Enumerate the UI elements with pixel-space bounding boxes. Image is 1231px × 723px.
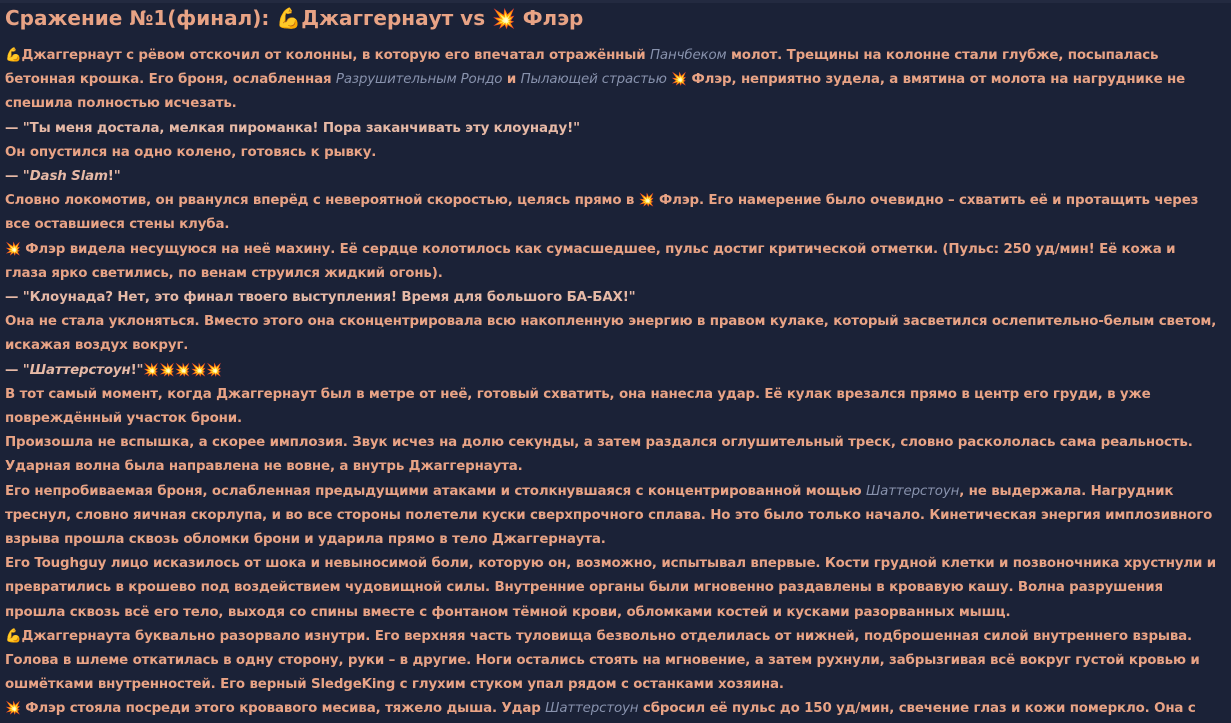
- ability-reference: Шаттерстоун: [865, 483, 960, 499]
- boom-icon: 💥: [638, 193, 655, 209]
- paragraph-8: Она не стала уклоняться. Вместо этого она сконцентрировала всю накопленную энергию в правом кулаке, который засветился ослепительно-белым светом, искажая воздух вокруг.: [5, 314, 1217, 354]
- paragraph-text: Джаггернаут с рёвом отскочил от колонны, в которую его впечатал отражённый: [21, 48, 650, 63]
- paragraph-text: , не выдержала. Нагрудник треснул, словно яичная скорлупа, и во все стороны полетели куски сверхпрочного сплава. Но это было только начало. Кинетическая энергия имплозивного взрыва прошла сквозь обломки брони и ударила прямо в тело Джаггернаута.: [5, 483, 1213, 548]
- muscle-icon: 💪: [276, 6, 302, 30]
- quote-close: !": [107, 169, 121, 185]
- skill-call: [5, 359, 1221, 383]
- paragraph-15: [5, 697, 1221, 721]
- quote-open: — ": [5, 362, 30, 378]
- paragraph-1: [5, 44, 1221, 117]
- paragraph-13: Его Toughguy лицо исказилось от шока и невыносимой боли, которую он, возможно, испытывал впервые. Кости грудной клетки и позвоночника хрустнули и превратились в крошево под воздействием чудовищной силы. Внутренние органы были мгновенно раздавлены в кровавую кашу. Волна разрушения прошла сквозь всё его тело, выходя со спины вместе с фонтаном тёмной крови, обломками костей и кусками разорванных мышц.: [5, 556, 1217, 620]
- boom-icon: 💥: [671, 72, 687, 88]
- paragraph-text: Флэр видела несущуюся на неё махину. Её сердце колотилось как сумасшедшее, пульс достиг критической отметки. (Пульс: 250 уд/мин! Её кожа и глаза ярко светились, по венам струился жидкий огонь).: [5, 241, 1176, 281]
- fighter1-name: Джаггернаут: [301, 6, 454, 30]
- paragraph-text: и: [502, 72, 521, 88]
- ability-reference: Пылающей страстью: [520, 72, 667, 88]
- skill-name: Шаттерстоун: [29, 362, 131, 378]
- boom-icon: 💥: [143, 362, 160, 378]
- paragraph-6: [5, 238, 1221, 286]
- paragraph-text: Словно локомотив, он рванулся вперёд с невероятной скоростью, целясь прямо в: [5, 193, 639, 209]
- top-border: [0, 0, 1231, 3]
- quote-line: — "Ты меня достала, мелкая пироманка! Пора заканчивать эту клоунаду!": [5, 120, 580, 136]
- skill-name: Dash Slam: [29, 169, 108, 185]
- muscle-icon: 💪: [5, 48, 22, 63]
- vs-text: vs: [453, 6, 493, 30]
- paragraph-text: Флэр стояла посреди этого кровавого месива, тяжело дыша. Удар: [20, 701, 546, 717]
- paragraph-3: Он опустился на одно колено, готовясь к рывку.: [5, 144, 377, 160]
- battle-title: [5, 0, 1221, 32]
- title-prefix: Сражение №1(финал):: [5, 6, 277, 30]
- paragraph-text: молот. Трещины на колонне стали глубже, посыпалась бетонная крошка. Его броня, ослабленная: [5, 48, 1159, 88]
- story-body: [5, 44, 1221, 722]
- boom-icon: 💥: [5, 241, 21, 257]
- boom-icon: 💥: [492, 8, 516, 30]
- boom-icon: 💥: [206, 362, 222, 378]
- paragraph-12: [5, 480, 1221, 553]
- paragraph-text: сбросил её пульс до 150 уд/мин, свечение глаз и кожи померкло. Она с: [638, 701, 1196, 717]
- boom-icon: 💥: [159, 362, 175, 378]
- paragraph-5: [5, 189, 1221, 237]
- muscle-icon: 💪: [5, 628, 22, 644]
- paragraph-text: Флэр, неприятно зудела, а вмятина от молота на нагруднике не спешила полностью исчезать.: [5, 72, 1186, 112]
- ability-reference: Разрушительным Рондо: [335, 72, 503, 88]
- paragraph-text: Флэр. Его намерение было очевидно – схватить её и протащить через все оставшиеся стены клуба.: [5, 193, 1199, 233]
- paragraph-10: В тот самый момент, когда Джаггернаут был в метре от неё, готовый схватить, она нанесла удар. Её кулак врезался прямо в центр его груди, в уже повреждённый участок брони.: [5, 386, 1151, 427]
- paragraph-14: [5, 625, 1221, 698]
- quote-open: — ": [5, 169, 30, 185]
- ability-reference: Панчбеком: [650, 48, 727, 63]
- fighter2-name: Флэр: [522, 6, 584, 30]
- quote-close: !": [130, 362, 144, 378]
- paragraph-text: Его непробиваемая броня, ослабленная предыдущими атаками и столкнувшаяся с концентрированной мощью: [5, 483, 866, 499]
- paragraph-text: Джаггернаута буквально разорвало изнутри. Его верхняя часть туловища безвольно отделилась от нижней, подброшенная силой внутреннего взрыва. Голова в шлеме откатилась в одну сторону, руки – в другие. Ноги остались стоять на мгновение, а затем рухнули, забрызгивая всё вокруг густой кровью и ошмётками внутренностей. Его верный SledgeKing с глухим стуком упал рядом с останками хозяина.: [5, 628, 1200, 693]
- boom-icon: 💥: [190, 362, 207, 378]
- skill-call: [5, 165, 1221, 189]
- paragraph-11: Произошла не вспышка, а скорее имплозия. Звук исчез на долю секунды, а затем раздался оглушительный треск, словно раскололась сама реальность. Ударная волна была направлена не вовне, а внутрь Джаггернаута.: [5, 435, 1193, 475]
- boom-icon: 💥: [5, 701, 21, 717]
- quote-line: — "Клоунада? Нет, это финал твоего выступления! Время для большого БА-БАХ!": [5, 290, 636, 306]
- ability-reference: Шаттерстоун: [545, 701, 639, 717]
- boom-icon: 💥: [174, 362, 191, 378]
